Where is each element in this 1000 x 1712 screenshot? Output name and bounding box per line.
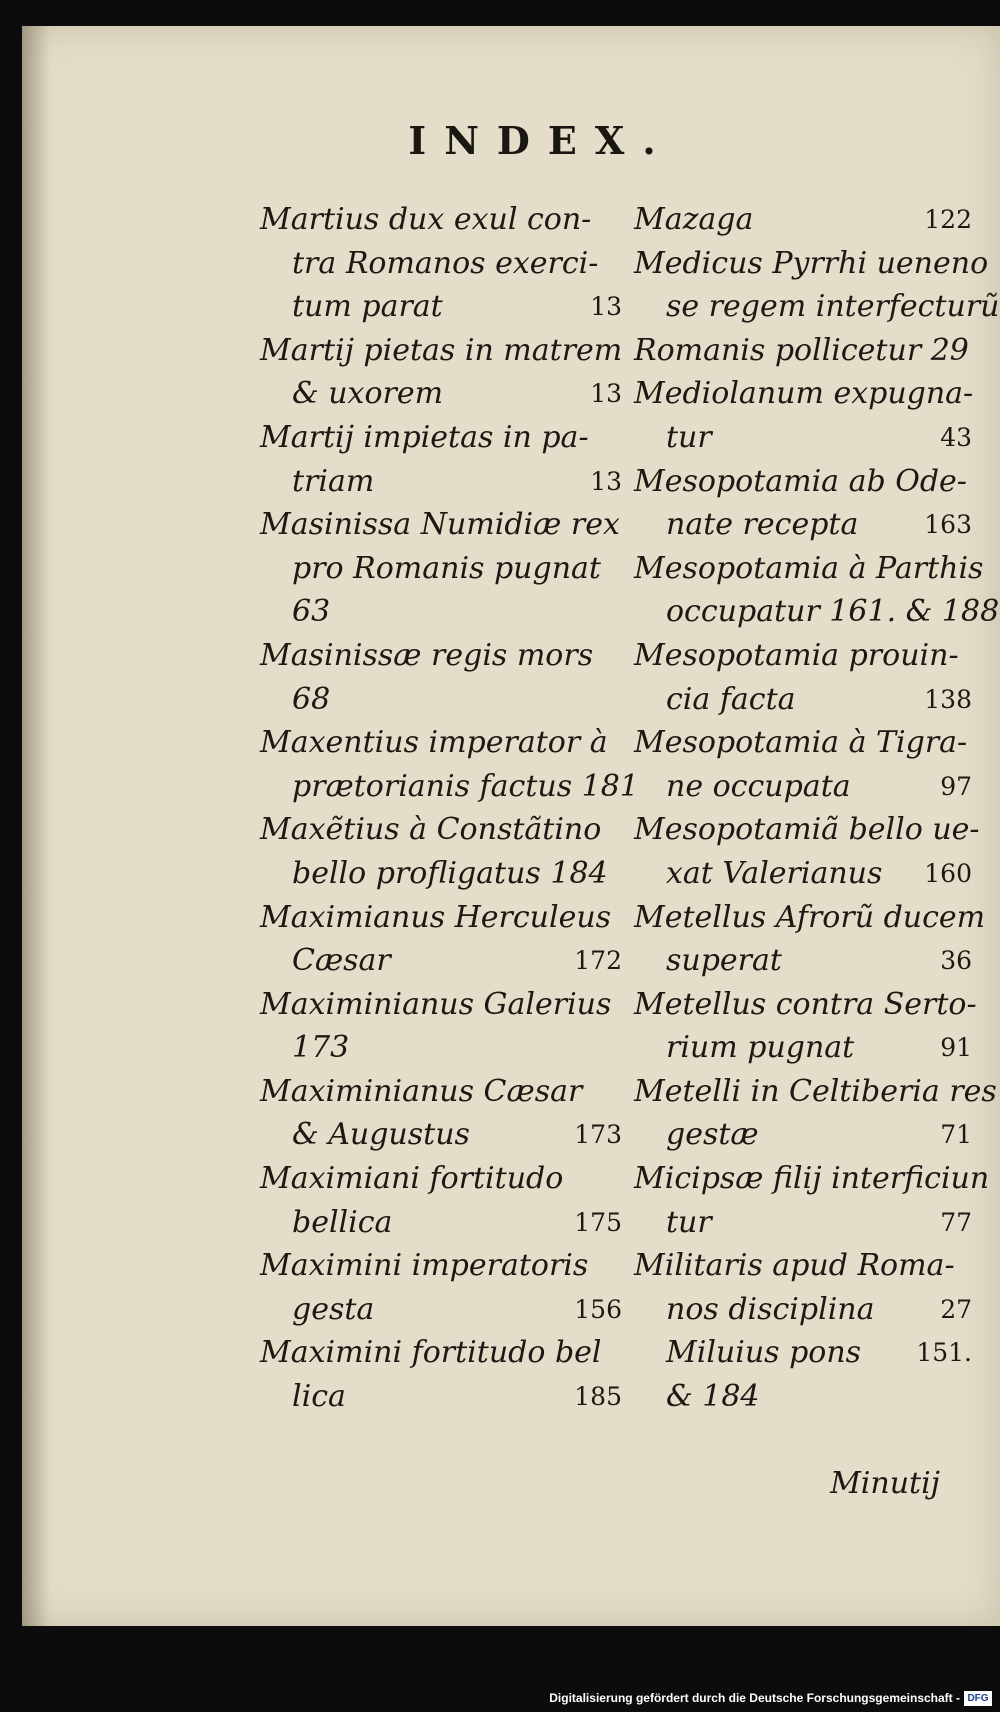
index-entry-text: Metelli in Celtiberia res (634, 1073, 997, 1109)
index-line (634, 939, 972, 983)
index-entry-text: gesta (292, 1291, 375, 1327)
index-entry-text: Maxẽtius à Constãtino (260, 812, 602, 848)
index-column-right (634, 198, 1000, 1419)
index-page-number: 13 (590, 466, 622, 496)
index-entry-text: Romanis pollicetur 29 (634, 332, 969, 368)
index-line (634, 329, 972, 373)
index-entry-text: Martij impietas in pa- (260, 419, 589, 455)
index-line (260, 1113, 622, 1157)
index-entry-text: tur (666, 1204, 712, 1240)
index-entry-text: Masinissæ regis mors (260, 637, 594, 673)
index-line (260, 547, 622, 591)
index-entry-text: Mesopotamiã bello ue- (634, 812, 980, 848)
index-line (634, 721, 972, 765)
index-line (634, 503, 972, 547)
index-line (634, 983, 977, 1027)
index-line (260, 852, 622, 896)
index-line (634, 896, 986, 940)
index-entry-text: gestæ (666, 1117, 759, 1153)
catchword: Minutij (830, 1466, 940, 1501)
index-entry-text: Mesopotamia à Parthis (634, 550, 984, 586)
index-entry-text: tum parat (292, 289, 443, 325)
index-line (634, 765, 972, 809)
index-line (634, 590, 1000, 634)
index-entry-text: cia facta (666, 681, 796, 717)
index-line (634, 1288, 972, 1332)
index-line (634, 634, 972, 678)
index-entry-text: se regem interfecturũ (666, 289, 1000, 325)
index-line (634, 547, 984, 591)
index-entry-text: Metellus contra Serto- (634, 986, 977, 1022)
index-line (260, 503, 622, 547)
index-line (634, 1201, 972, 1245)
index-line (634, 1331, 972, 1375)
index-entry-text: pro Romanis pugnat (292, 550, 601, 586)
index-line (260, 1157, 622, 1201)
index-page-number: 122 (924, 205, 972, 234)
index-entry-text: prætorianis factus 181 (292, 768, 639, 804)
index-entry-text: xat Valerianus (666, 855, 883, 891)
index-entry-text: tra Romanos exerci- (292, 245, 599, 281)
index-page-number: 91 (940, 1033, 972, 1063)
index-entry-text: Martij pietas in matrem (260, 332, 623, 368)
index-entry-text: Mediolanum expugna- (634, 376, 974, 412)
index-entry-text: & uxorem (292, 376, 444, 412)
index-line (634, 1157, 990, 1201)
spine-shadow (22, 26, 50, 1626)
index-line (634, 1026, 972, 1070)
index-entry-text: occupatur 161. & 188 (666, 594, 1000, 630)
index-line (260, 416, 622, 460)
index-entry-text: nos disciplina (666, 1291, 875, 1327)
index-entry-text: Mesopotamia prouin- (634, 637, 959, 673)
index-page-number: 43 (940, 422, 972, 452)
index-entry-text: Masinissa Numidiæ rex (260, 507, 620, 543)
index-entry-text: rium pugnat (666, 1030, 855, 1066)
index-line (260, 1070, 622, 1114)
index-entry-text: Maximini fortitudo bel (260, 1335, 602, 1371)
index-entry-text: Maximiani fortitudo (260, 1161, 564, 1197)
index-line (634, 808, 980, 852)
index-entry-text: bellica (292, 1204, 393, 1240)
index-line (260, 285, 622, 329)
index-page-number: 77 (940, 1207, 972, 1237)
index-page-number: 156 (574, 1294, 622, 1324)
index-entry-text: tur (666, 419, 712, 455)
index-entry-text: 63 (292, 594, 331, 630)
index-entry-text: & Augustus (292, 1117, 470, 1153)
index-entry-text: Mazaga (634, 202, 754, 237)
index-entry-text: Miluius pons (666, 1335, 862, 1371)
index-entry-text: Cæsar (292, 943, 391, 979)
index-line (260, 721, 622, 765)
index-line (260, 242, 622, 286)
index-line (260, 1375, 622, 1419)
index-page-number: 13 (590, 379, 622, 409)
index-page-number: 160 (924, 858, 972, 888)
index-line (260, 939, 622, 983)
index-column-left (260, 198, 639, 1419)
index-line (634, 852, 972, 896)
index-entry-text: Maximianus Herculeus (260, 899, 612, 935)
index-line (634, 198, 972, 242)
index-entry-text: Maxentius imperator à (260, 725, 608, 761)
index-entry-text: Maximinianus Galerius (260, 986, 612, 1022)
index-line (634, 1070, 997, 1114)
index-entry-text: superat (666, 943, 782, 979)
running-head: INDEX. (408, 118, 674, 163)
index-line (260, 634, 622, 678)
index-page-number: 138 (924, 684, 972, 714)
index-line (260, 808, 622, 852)
dfg-logo: DFG (964, 1691, 992, 1706)
index-line (260, 198, 622, 242)
index-line (634, 1113, 972, 1157)
index-page-number: 185 (574, 1382, 622, 1412)
index-page-number: 175 (574, 1207, 622, 1237)
book-page (22, 26, 1000, 1626)
index-line (634, 242, 989, 286)
index-page-number: 163 (924, 510, 972, 540)
index-entry-text: Metellus Afrorũ ducem (634, 899, 986, 935)
index-line (260, 1201, 622, 1245)
index-page-number: 173 (574, 1120, 622, 1150)
index-entry-text: Maximini imperatoris (260, 1248, 589, 1284)
index-page-number: 27 (940, 1294, 972, 1324)
index-line (634, 416, 972, 460)
index-line (634, 1244, 972, 1288)
index-entry-text: nate recepta (666, 507, 859, 543)
index-page-number: 97 (940, 771, 972, 801)
index-page-number: 172 (574, 946, 622, 976)
index-line (634, 285, 1000, 329)
index-entry-text: 173 (292, 1030, 350, 1066)
index-line (260, 1288, 622, 1332)
index-entry-text: Militaris apud Roma- (634, 1248, 955, 1284)
index-line (260, 765, 639, 809)
index-entry-text: Martius dux exul con- (260, 202, 592, 237)
index-line (260, 372, 622, 416)
index-entry-text: 68 (292, 681, 331, 717)
index-page-number: 13 (590, 292, 622, 322)
index-entry-text: Maximinianus Cæsar (260, 1073, 583, 1109)
index-line (260, 329, 622, 373)
index-entry-text: Medicus Pyrrhi ueneno (634, 245, 989, 281)
index-line (260, 1331, 622, 1375)
index-line (634, 678, 972, 722)
index-entry-text: lica (292, 1379, 346, 1415)
index-line (260, 1244, 622, 1288)
index-line (260, 678, 622, 722)
index-line (260, 896, 622, 940)
index-entry-text: Micipsæ filij interficiun (634, 1161, 990, 1197)
index-line (634, 1375, 972, 1419)
index-entry-text: bello profligatus 184 (292, 855, 608, 891)
index-line (634, 460, 972, 504)
funding-credit: Digitalisierung gefördert durch die Deutsche Forschungsgemeinschaft - (549, 1691, 960, 1705)
index-page-number: 36 (940, 946, 972, 976)
index-line (260, 460, 622, 504)
index-entry-text: Mesopotamia à Tigra- (634, 725, 968, 761)
index-entry-text: & 184 (666, 1379, 760, 1415)
index-entry-text: ne occupata (666, 768, 851, 804)
index-line (260, 983, 622, 1027)
index-page-number: 71 (940, 1120, 972, 1150)
index-page-number: 151. (916, 1338, 972, 1368)
index-line (260, 1026, 622, 1070)
index-entry-text: Mesopotamia ab Ode- (634, 463, 967, 499)
index-line (260, 590, 622, 634)
digitization-footer (0, 1682, 1000, 1712)
index-line (634, 372, 972, 416)
index-entry-text: triam (292, 463, 375, 499)
